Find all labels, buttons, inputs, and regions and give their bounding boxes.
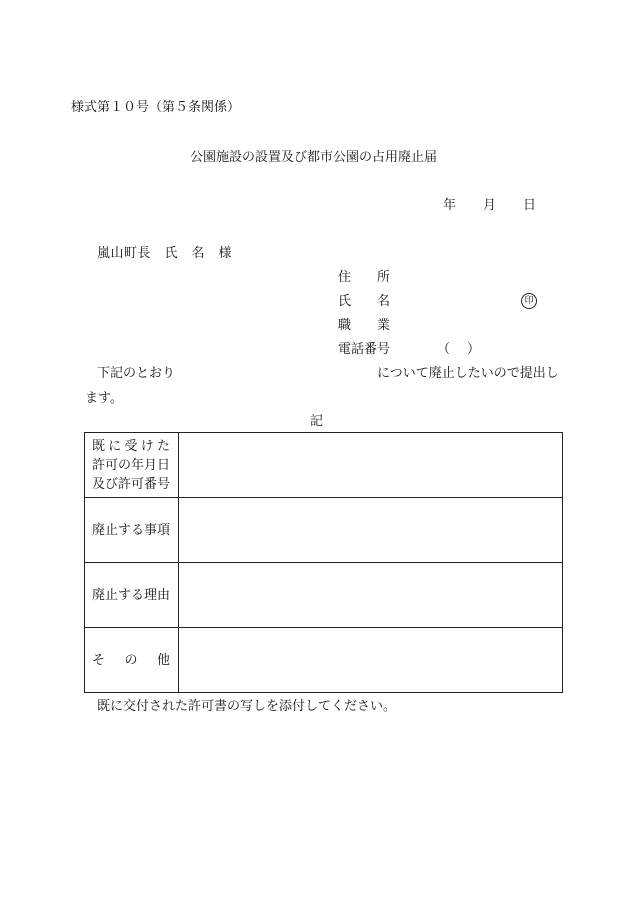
applicant-occupation-label: 職 業 [338,318,391,333]
other-field[interactable] [179,628,563,693]
date-month-label: 月 [483,198,497,213]
body-text-end: ます。 [85,391,123,406]
row-label-other [85,628,179,693]
seal-mark: 印 [521,293,537,309]
document-title: 公園施設の設置及び都市公園の占用廃止届 [190,150,438,165]
label-char: 他 [156,652,170,668]
phone-paren-open: （ [437,342,451,357]
addressee: 嵐山町長 氏 名 様 [97,246,233,261]
label-char: 既 [92,438,106,454]
row-label-permit-info [85,433,179,498]
table-row [85,498,563,563]
row-label-abolished-item [85,498,179,563]
label-line-1 [92,437,178,456]
table-row [85,628,563,693]
row-label-abolish-reason [85,563,179,628]
label-char: そ [92,652,106,668]
label-line-3: 及び許可番号 [92,476,171,492]
abolished-item-field[interactable] [179,498,563,563]
date-day-label: 日 [523,198,537,213]
abolish-reason-field[interactable] [179,563,563,628]
applicant-address-label: 住 所 [338,270,391,285]
applicant-name-label: 氏 名 [338,294,391,309]
label-text: 廃止する事項 [92,522,171,538]
label-text: 廃止する理由 [92,587,171,603]
phone-paren-close: ） [467,342,481,357]
table-row [85,433,563,498]
body-text-continuation: について廃止したいので提出し [377,366,559,381]
applicant-phone-label: 電話番号 [338,342,391,357]
date-year-label: 年 [443,198,457,213]
ki-heading: 記 [310,414,324,429]
label-char: 受 [124,438,138,454]
label-char: の [124,652,138,668]
permit-info-field[interactable] [179,433,563,498]
label-char: け [140,438,154,454]
label-char: た [156,438,170,454]
body-text-start: 下記のとおり [97,366,176,381]
form-number-label: 様式第１０号（第５条関係） [71,100,241,115]
label-char: に [108,438,122,454]
table-row [85,563,563,628]
details-table [84,432,563,693]
attachment-note: 既に交付された許可書の写しを添付してください。 [97,699,397,714]
label-line-2: 許可の年月日 [92,457,171,473]
